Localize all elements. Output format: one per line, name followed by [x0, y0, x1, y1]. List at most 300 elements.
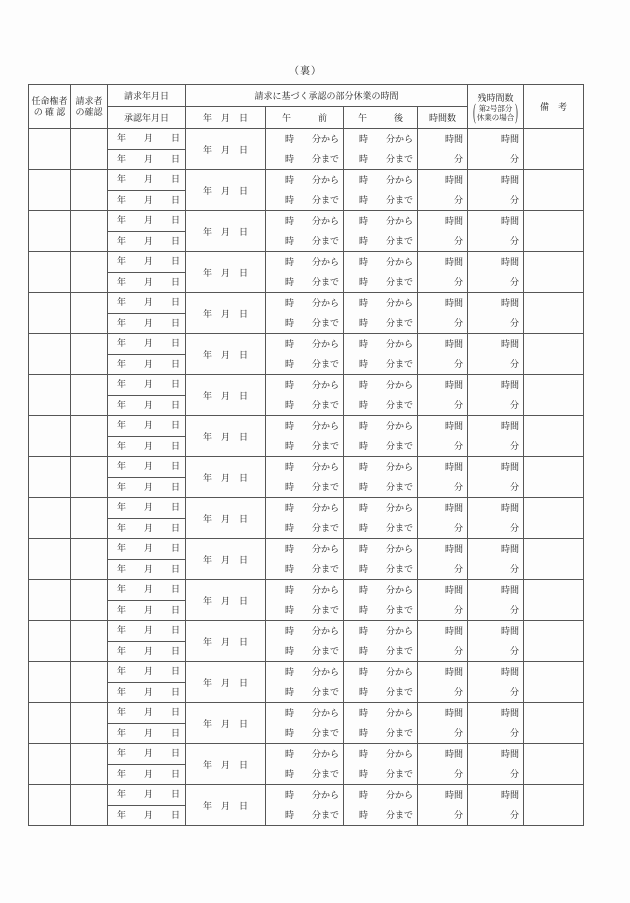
requester-confirm-cell [71, 662, 108, 703]
am-to-label: 時 分まで [284, 236, 339, 246]
am-to-label: 時 分まで [284, 564, 339, 574]
requester-confirm-cell [71, 498, 108, 539]
remaining-hours-unit-label: 時間 [501, 585, 520, 595]
request-date-cell: 年 月 日 [108, 703, 186, 724]
approved-date-cell: 年 月 日 [186, 334, 266, 375]
requester-confirm-cell [71, 293, 108, 334]
appointer-confirm-cell [29, 375, 71, 416]
appointer-confirm-cell [29, 703, 71, 744]
request-date-cell: 年 月 日 [108, 457, 186, 478]
am-to-label: 時 分まで [284, 605, 339, 615]
pm-time-cell [344, 703, 418, 744]
hours-unit-label: 時間 [445, 380, 464, 390]
am-time-cell [266, 375, 344, 416]
pm-time-cell [344, 744, 418, 785]
pm-to-label: 時 分まで [358, 195, 413, 205]
request-date-cell: 年 月 日 [108, 744, 186, 765]
pm-time-cell [344, 785, 418, 826]
am-to-label: 時 分まで [284, 441, 339, 451]
approval-date-cell: 年 月 日 [108, 559, 186, 580]
hours-unit-label: 時間 [445, 503, 464, 513]
remaining-hours-cell [468, 621, 524, 662]
am-to-label: 時 分まで [284, 482, 339, 492]
minutes-unit-label: 分 [454, 482, 464, 492]
remaining-minutes-unit-label: 分 [510, 359, 520, 369]
pm-from-label: 時 分から [358, 134, 413, 144]
am-from-label: 時 分から [284, 257, 339, 267]
minutes-unit-label: 分 [454, 687, 464, 697]
request-date-cell: 年 月 日 [108, 211, 186, 232]
remarks-cell [524, 129, 584, 170]
remaining-note-line2: 休業の場合 [476, 112, 515, 122]
pm-time-cell [344, 170, 418, 211]
minutes-unit-label: 分 [454, 605, 464, 615]
approval-date-cell: 年 月 日 [108, 149, 186, 170]
approval-date-cell: 年 月 日 [108, 723, 186, 744]
am-time-cell [266, 539, 344, 580]
appointer-confirm-cell [29, 785, 71, 826]
requester-confirm-cell [71, 170, 108, 211]
am-time-cell [266, 580, 344, 621]
approval-date-cell: 年 月 日 [108, 641, 186, 662]
appointer-confirm-cell [29, 334, 71, 375]
requester-label-line2: の確認 [75, 106, 103, 117]
am-from-label: 時 分から [284, 462, 339, 472]
am-from-label: 時 分から [284, 790, 339, 800]
requester-confirm-cell [71, 375, 108, 416]
requester-confirm-cell [71, 416, 108, 457]
am-from-label: 時 分から [284, 339, 339, 349]
am-to-label: 時 分まで [284, 277, 339, 287]
remaining-hours-unit-label: 時間 [501, 667, 520, 677]
minutes-unit-label: 分 [454, 564, 464, 574]
remaining-minutes-unit-label: 分 [510, 810, 520, 820]
pm-time-cell [344, 498, 418, 539]
pm-from-label: 時 分から [358, 749, 413, 759]
hours-unit-label: 時間 [445, 585, 464, 595]
requester-label-line1: 請求者 [75, 95, 103, 106]
pm-from-label: 時 分から [358, 626, 413, 636]
remaining-hours-cell [468, 170, 524, 211]
hours-unit-label: 時間 [445, 626, 464, 636]
pm-time-cell [344, 293, 418, 334]
minutes-unit-label: 分 [454, 728, 464, 738]
pm-to-label: 時 分まで [358, 687, 413, 697]
record-row-top [29, 416, 584, 437]
am-time-cell [266, 252, 344, 293]
minutes-unit-label: 分 [454, 523, 464, 533]
approval-date-cell: 年 月 日 [108, 600, 186, 621]
record-row-top [29, 539, 584, 560]
remarks-cell [524, 785, 584, 826]
requester-confirm-cell [71, 211, 108, 252]
record-row-top [29, 457, 584, 478]
hours-cell [418, 785, 468, 826]
remaining-hours-unit-label: 時間 [501, 708, 520, 718]
am-to-label: 時 分まで [284, 400, 339, 410]
hours-cell [418, 252, 468, 293]
am-from-label: 時 分から [284, 175, 339, 185]
am-to-label: 時 分まで [284, 687, 339, 697]
remaining-hours-unit-label: 時間 [501, 298, 520, 308]
hours-cell [418, 580, 468, 621]
pm-time-cell [344, 416, 418, 457]
pm-from-label: 時 分から [358, 790, 413, 800]
pm-to-label: 時 分まで [358, 318, 413, 328]
hours-unit-label: 時間 [445, 667, 464, 677]
remaining-minutes-unit-label: 分 [510, 441, 520, 451]
appointer-confirm-cell [29, 457, 71, 498]
appointer-confirm-cell [29, 416, 71, 457]
pm-from-label: 時 分から [358, 339, 413, 349]
pm-to-label: 時 分まで [358, 769, 413, 779]
remaining-minutes-unit-label: 分 [510, 400, 520, 410]
pm-to-label: 時 分まで [358, 810, 413, 820]
record-row-top [29, 498, 584, 519]
pm-header: 午 後 [344, 107, 418, 129]
am-time-cell [266, 457, 344, 498]
am-time-cell [266, 744, 344, 785]
requester-confirm-cell [71, 744, 108, 785]
requester-confirm-header [71, 85, 108, 129]
am-time-cell [266, 293, 344, 334]
hours-unit-label: 時間 [445, 257, 464, 267]
hours-unit-label: 時間 [445, 216, 464, 226]
pm-from-label: 時 分から [358, 298, 413, 308]
remaining-hours-cell [468, 334, 524, 375]
remaining-hours-cell [468, 785, 524, 826]
pm-to-label: 時 分まで [358, 359, 413, 369]
am-from-label: 時 分から [284, 585, 339, 595]
remaining-hours-cell [468, 211, 524, 252]
request-date-cell: 年 月 日 [108, 662, 186, 683]
pm-to-label: 時 分まで [358, 605, 413, 615]
remaining-hours-cell [468, 252, 524, 293]
request-date-cell: 年 月 日 [108, 375, 186, 396]
record-row-top [29, 375, 584, 396]
approved-date-cell: 年 月 日 [186, 457, 266, 498]
remaining-time-title: 残時間数 [477, 92, 514, 103]
approval-date-cell: 年 月 日 [108, 190, 186, 211]
request-date-cell: 年 月 日 [108, 539, 186, 560]
approval-date-cell: 年 月 日 [108, 436, 186, 457]
remaining-hours-cell [468, 662, 524, 703]
appointer-label-line1: 任命権者 [31, 95, 68, 106]
pm-to-label: 時 分まで [358, 728, 413, 738]
record-row-top [29, 785, 584, 806]
approval-date-cell: 年 月 日 [108, 354, 186, 375]
appointer-confirm-cell [29, 170, 71, 211]
record-row-top [29, 129, 584, 150]
remarks-cell [524, 252, 584, 293]
am-from-label: 時 分から [284, 380, 339, 390]
remaining-minutes-unit-label: 分 [510, 236, 520, 246]
requester-confirm-cell [71, 580, 108, 621]
am-from-label: 時 分から [284, 503, 339, 513]
approval-date-cell: 年 月 日 [108, 805, 186, 826]
approval-date-cell: 年 月 日 [108, 518, 186, 539]
approved-date-cell: 年 月 日 [186, 703, 266, 744]
hours-cell [418, 129, 468, 170]
approval-date-cell: 年 月 日 [108, 477, 186, 498]
am-from-label: 時 分から [284, 544, 339, 554]
record-row-top [29, 662, 584, 683]
remaining-hours-cell [468, 580, 524, 621]
remaining-hours-cell [468, 703, 524, 744]
approval-date-cell: 年 月 日 [108, 272, 186, 293]
pm-from-label: 時 分から [358, 421, 413, 431]
remaining-hours-unit-label: 時間 [501, 134, 520, 144]
hours-unit-label: 時間 [445, 134, 464, 144]
am-time-cell [266, 334, 344, 375]
am-to-label: 時 分まで [284, 769, 339, 779]
pm-from-label: 時 分から [358, 462, 413, 472]
minutes-unit-label: 分 [454, 277, 464, 287]
am-from-label: 時 分から [284, 708, 339, 718]
am-to-label: 時 分まで [284, 318, 339, 328]
remaining-hours-unit-label: 時間 [501, 749, 520, 759]
pm-from-label: 時 分から [358, 503, 413, 513]
pm-from-label: 時 分から [358, 257, 413, 267]
appointer-confirm-cell [29, 129, 71, 170]
appointer-confirm-header [29, 85, 71, 129]
pm-time-cell [344, 211, 418, 252]
remaining-minutes-unit-label: 分 [510, 277, 520, 287]
pm-time-cell [344, 539, 418, 580]
pm-from-label: 時 分から [358, 585, 413, 595]
appointer-label-line2: の 確 認 [33, 106, 66, 117]
requester-confirm-cell [71, 457, 108, 498]
hours-cell [418, 334, 468, 375]
minutes-unit-label: 分 [454, 441, 464, 451]
am-from-label: 時 分から [284, 298, 339, 308]
am-time-cell [266, 498, 344, 539]
remaining-hours-unit-label: 時間 [501, 626, 520, 636]
pm-to-label: 時 分まで [358, 400, 413, 410]
remaining-minutes-unit-label: 分 [510, 769, 520, 779]
remaining-hours-unit-label: 時間 [501, 339, 520, 349]
pm-from-label: 時 分から [358, 708, 413, 718]
remaining-hours-unit-label: 時間 [501, 216, 520, 226]
hours-unit-label: 時間 [445, 790, 464, 800]
remaining-hours-cell [468, 416, 524, 457]
record-row-top [29, 744, 584, 765]
pm-from-label: 時 分から [358, 380, 413, 390]
minutes-unit-label: 分 [454, 769, 464, 779]
remaining-hours-unit-label: 時間 [501, 175, 520, 185]
remarks-cell [524, 744, 584, 785]
approved-date-cell: 年 月 日 [186, 252, 266, 293]
request-date-cell: 年 月 日 [108, 129, 186, 150]
hours-unit-label: 時間 [445, 339, 464, 349]
appointer-confirm-cell [29, 580, 71, 621]
remaining-hours-cell [468, 498, 524, 539]
remarks-cell [524, 293, 584, 334]
remarks-cell [524, 457, 584, 498]
pm-to-label: 時 分まで [358, 154, 413, 164]
pm-time-cell [344, 334, 418, 375]
am-to-label: 時 分まで [284, 195, 339, 205]
remarks-cell [524, 334, 584, 375]
appointer-confirm-cell [29, 744, 71, 785]
appointer-confirm-cell [29, 293, 71, 334]
approval-date-cell: 年 月 日 [108, 764, 186, 785]
am-from-label: 時 分から [284, 626, 339, 636]
page-side-label: （裏） [289, 66, 322, 77]
remaining-minutes-unit-label: 分 [510, 523, 520, 533]
request-date-cell: 年 月 日 [108, 252, 186, 273]
am-to-label: 時 分まで [284, 359, 339, 369]
hours-header: 時間数 [418, 107, 468, 129]
hours-cell [418, 662, 468, 703]
remarks-cell [524, 170, 584, 211]
hours-cell [418, 293, 468, 334]
requester-confirm-cell [71, 252, 108, 293]
remarks-cell [524, 662, 584, 703]
am-time-cell [266, 703, 344, 744]
remaining-time-header [468, 85, 524, 129]
pm-from-label: 時 分から [358, 216, 413, 226]
minutes-unit-label: 分 [454, 236, 464, 246]
requester-confirm-cell [71, 334, 108, 375]
appointer-confirm-cell [29, 211, 71, 252]
record-row-top [29, 252, 584, 273]
record-row-top [29, 621, 584, 642]
pm-time-cell [344, 252, 418, 293]
remaining-hours-unit-label: 時間 [501, 421, 520, 431]
left-paren: ( [472, 98, 476, 124]
approved-date-cell: 年 月 日 [186, 293, 266, 334]
hours-cell [418, 170, 468, 211]
appointer-confirm-cell [29, 621, 71, 662]
approved-date-cell: 年 月 日 [186, 744, 266, 785]
record-row-top [29, 580, 584, 601]
approved-date-cell: 年 月 日 [186, 662, 266, 703]
request-date-cell: 年 月 日 [108, 170, 186, 191]
pm-time-cell [344, 580, 418, 621]
remaining-note-line1: 第2号部分 [478, 103, 513, 113]
appointer-confirm-cell [29, 539, 71, 580]
remaining-hours-cell [468, 744, 524, 785]
pm-to-label: 時 分まで [358, 482, 413, 492]
am-from-label: 時 分から [284, 134, 339, 144]
request-date-cell: 年 月 日 [108, 580, 186, 601]
request-date-cell: 年 月 日 [108, 498, 186, 519]
pm-to-label: 時 分まで [358, 441, 413, 451]
am-time-cell [266, 211, 344, 252]
pm-to-label: 時 分まで [358, 564, 413, 574]
remaining-hours-unit-label: 時間 [501, 257, 520, 267]
request-date-cell: 年 月 日 [108, 416, 186, 437]
approved-date-cell: 年 月 日 [186, 580, 266, 621]
am-from-label: 時 分から [284, 216, 339, 226]
remaining-minutes-unit-label: 分 [510, 482, 520, 492]
remarks-cell [524, 416, 584, 457]
remarks-cell [524, 703, 584, 744]
minutes-unit-label: 分 [454, 810, 464, 820]
remaining-minutes-unit-label: 分 [510, 564, 520, 574]
minutes-unit-label: 分 [454, 318, 464, 328]
am-time-cell [266, 416, 344, 457]
approval-date-cell: 年 月 日 [108, 313, 186, 334]
remaining-hours-cell [468, 457, 524, 498]
hours-unit-label: 時間 [445, 462, 464, 472]
approved-date-cell: 年 月 日 [186, 785, 266, 826]
pm-time-cell [344, 457, 418, 498]
hours-cell [418, 703, 468, 744]
hours-unit-label: 時間 [445, 544, 464, 554]
pm-time-cell [344, 375, 418, 416]
hours-unit-label: 時間 [445, 298, 464, 308]
remaining-minutes-unit-label: 分 [510, 318, 520, 328]
hours-cell [418, 416, 468, 457]
request-date-cell: 年 月 日 [108, 785, 186, 806]
minutes-unit-label: 分 [454, 646, 464, 656]
remarks-cell [524, 580, 584, 621]
requester-confirm-cell [71, 703, 108, 744]
approval-date-cell: 年 月 日 [108, 231, 186, 252]
remarks-cell [524, 211, 584, 252]
am-time-cell [266, 785, 344, 826]
pm-from-label: 時 分から [358, 667, 413, 677]
table-body [29, 129, 584, 826]
requester-confirm-cell [71, 539, 108, 580]
approved-date-cell: 年 月 日 [186, 170, 266, 211]
hours-cell [418, 211, 468, 252]
hours-cell [418, 539, 468, 580]
requester-confirm-cell [71, 785, 108, 826]
approved-date-cell: 年 月 日 [186, 621, 266, 662]
am-time-cell [266, 129, 344, 170]
pm-to-label: 時 分まで [358, 523, 413, 533]
remaining-minutes-unit-label: 分 [510, 195, 520, 205]
am-from-label: 時 分から [284, 421, 339, 431]
hours-cell [418, 744, 468, 785]
remaining-hours-unit-label: 時間 [501, 380, 520, 390]
record-row-top [29, 334, 584, 355]
remarks-cell [524, 621, 584, 662]
remaining-minutes-unit-label: 分 [510, 154, 520, 164]
am-time-cell [266, 170, 344, 211]
request-date-header: 請求年月日 [108, 85, 186, 107]
date-header: 年 月 日 [186, 107, 266, 129]
am-to-label: 時 分まで [284, 154, 339, 164]
pm-to-label: 時 分まで [358, 646, 413, 656]
am-to-label: 時 分まで [284, 523, 339, 533]
remarks-cell [524, 375, 584, 416]
am-to-label: 時 分まで [284, 646, 339, 656]
hours-unit-label: 時間 [445, 708, 464, 718]
request-date-cell: 年 月 日 [108, 293, 186, 314]
requester-confirm-cell [71, 129, 108, 170]
approval-date-header: 承認年月日 [108, 107, 186, 129]
remaining-hours-cell [468, 293, 524, 334]
hours-unit-label: 時間 [445, 175, 464, 185]
am-time-cell [266, 662, 344, 703]
remaining-hours-unit-label: 時間 [501, 503, 520, 513]
remaining-minutes-unit-label: 分 [510, 605, 520, 615]
am-to-label: 時 分まで [284, 810, 339, 820]
minutes-unit-label: 分 [454, 195, 464, 205]
approved-date-cell: 年 月 日 [186, 375, 266, 416]
record-row-top [29, 170, 584, 191]
minutes-unit-label: 分 [454, 154, 464, 164]
approved-date-cell: 年 月 日 [186, 539, 266, 580]
appointer-confirm-cell [29, 252, 71, 293]
pm-to-label: 時 分まで [358, 236, 413, 246]
am-header: 午 前 [266, 107, 344, 129]
minutes-unit-label: 分 [454, 400, 464, 410]
